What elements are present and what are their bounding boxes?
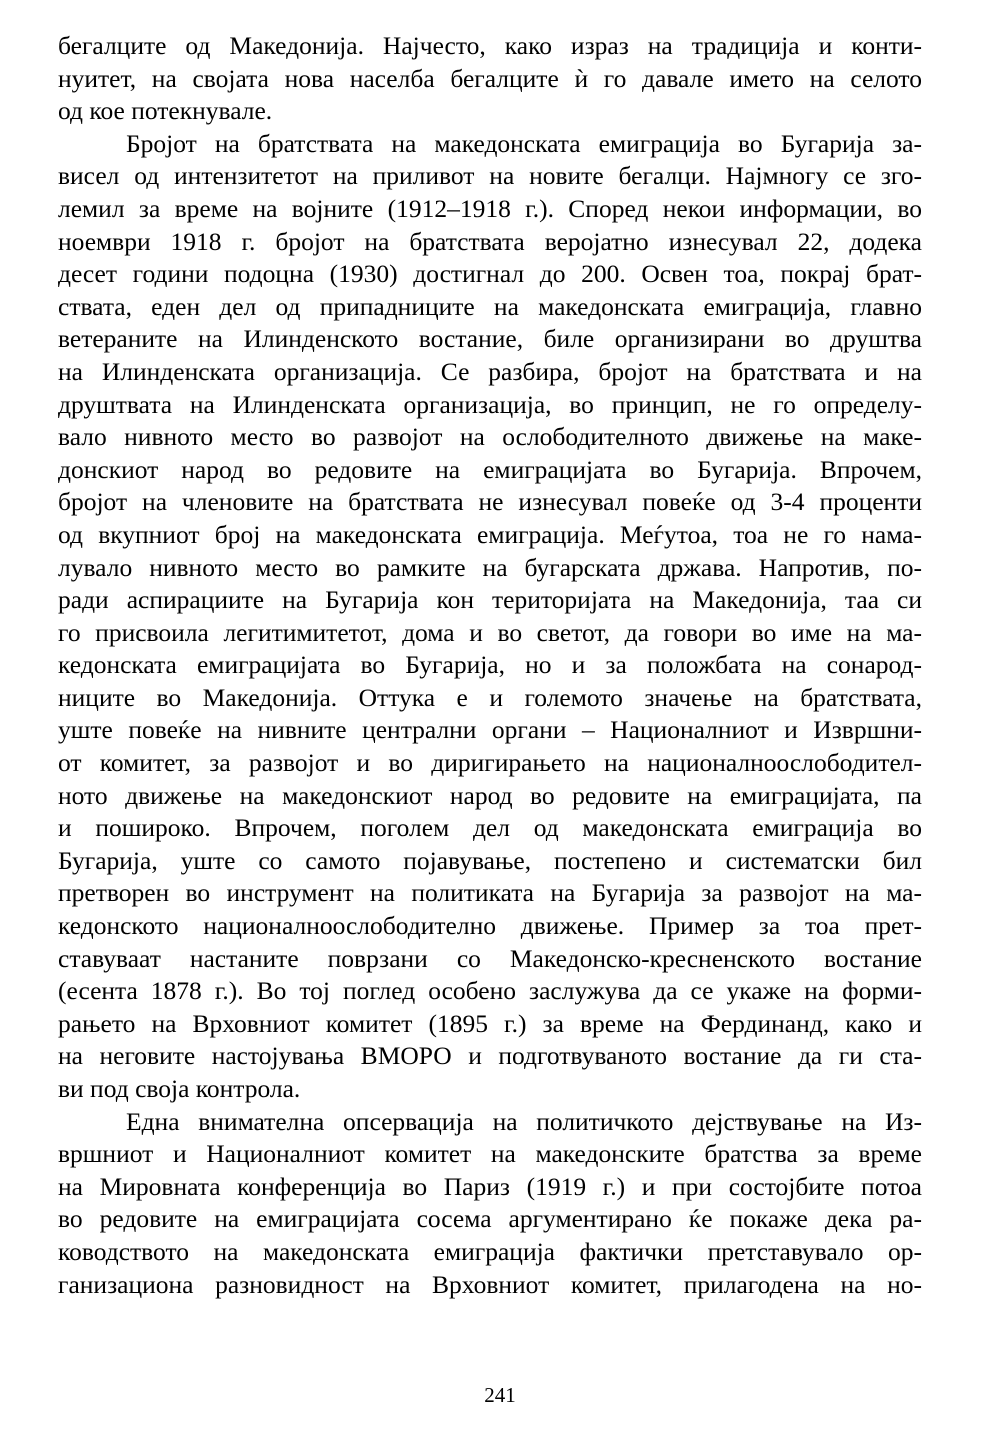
text-line: кедонското националноослободително движење. Пример за тоа прет- [58,911,922,941]
text-line: вало нивното место во развојот на ослободителното движење на маке- [58,422,922,452]
text-line: на Мировната конференција во Париз (1919 г.) и при состојбите потоа [58,1171,922,1201]
text-line: висел од интензитетот на приливот на новите бегалци. Најмногу се зго- [58,161,922,191]
text-line: ганизациона разновидност на Врховниот комитет, прилагодена на но- [58,1269,922,1299]
text-line: од кое потекнувале. [58,96,273,126]
text-line: бројот на членовите на братствата не изнесувал повеќе од 3-4 проценти [58,487,922,517]
paragraph-1 [58,30,922,128]
paragraph-3 [58,1106,922,1302]
text-line: Бугарија, уште со самото појавување, постепено и систематски бил [58,845,922,875]
text-line: во редовите на емиграцијата сосема аргументирано ќе покаже дека ра- [58,1204,922,1234]
text-line: лемил за време на војните (1912–1918 г.). Според некои информации, во [58,193,922,223]
page-number: 241 [484,1383,516,1407]
text-line: десет години подоцна (1930) достигнал до 200. Освен тоа, покрај брат- [58,259,922,289]
text-line: на неговите настојувања ВМОРО и подготвуваното востание да ги ста- [58,1041,922,1071]
text-line: Една внимателна опсервација на политичкото дејствување на Из- [126,1106,922,1136]
text-line: рањето на Врховниот комитет (1895 г.) за време на Фердинанд, како и [58,1008,922,1038]
text-line: ниците во Македонија. Оттука е и големото значење на братствата, [58,682,922,712]
text-line: Бројот на братствата на македонската емиграција во Бугарија за- [126,128,922,158]
text-line: ствата, еден дел од припадниците на македонската емиграција, главно [58,291,922,321]
text-line: донскиот народ во редовите на емиграцијата во Бугарија. Впрочем, [58,454,922,484]
text-line: ното движење на македонскиот народ во редовите на емиграцијата, па [58,780,922,810]
text-line: ководството на македонската емиграција фактички претставувало ор- [58,1236,922,1266]
text-line: (есента 1878 г.). Во тој поглед особено заслужува да се укаже на форми- [58,976,922,1006]
text-line: ветераните на Илинденското востание, биле организирани во друштва [58,324,922,354]
text-line: ноември 1918 г. бројот на братствата веројатно изнесувал 22, додека [58,226,922,256]
text-line: од вкупниот број на македонската емиграција. Меѓутоа, тоа не го нама- [58,519,922,549]
text-line: ставуваат настаните поврзани со Македонско-кресненското востание [58,943,922,973]
text-line: и пошироко. Впрочем, поголем дел од македонската емиграција во [58,813,922,843]
paragraph-2 [58,128,922,1106]
text-line: уште повеќе на нивните централни органи – Националниот и Извршни- [58,715,922,745]
text-line: ви под своја контрола. [58,1074,301,1103]
text-line: претворен во инструмент на политиката на Бугарија за развојот на ма- [58,878,922,908]
text-line: лувало нивното место во рамките на бугарската држава. Напротив, по- [58,552,922,582]
text-line: го присвоила легитимитетот, дома и во светот, да говори во име на ма- [58,617,922,647]
text-line: ради аспирациите на Бугарија кон територијата на Македонија, таа си [58,585,922,615]
text-line: на Илинденската организација. Се разбира, бројот на братствата и на [58,356,922,386]
text-line: бегалците од Македонија. Најчесто, како израз на традиција и конти- [58,31,922,60]
text-line: от комитет, за развојот и во диригирањето на националноослободител- [58,748,922,778]
document-page [58,30,922,1301]
text-line: вршниот и Националниот комитет на македонските братства за време [58,1139,922,1169]
text-line: друштвата на Илинденската организација, во принцип, не го определу- [58,389,922,419]
text-line: кедонската емиграцијата во Бугарија, но и за положбата на сонарод- [58,650,922,680]
text-line: нуитет, на својата нова населба бегалците ѝ го давале името на селото [58,63,922,93]
